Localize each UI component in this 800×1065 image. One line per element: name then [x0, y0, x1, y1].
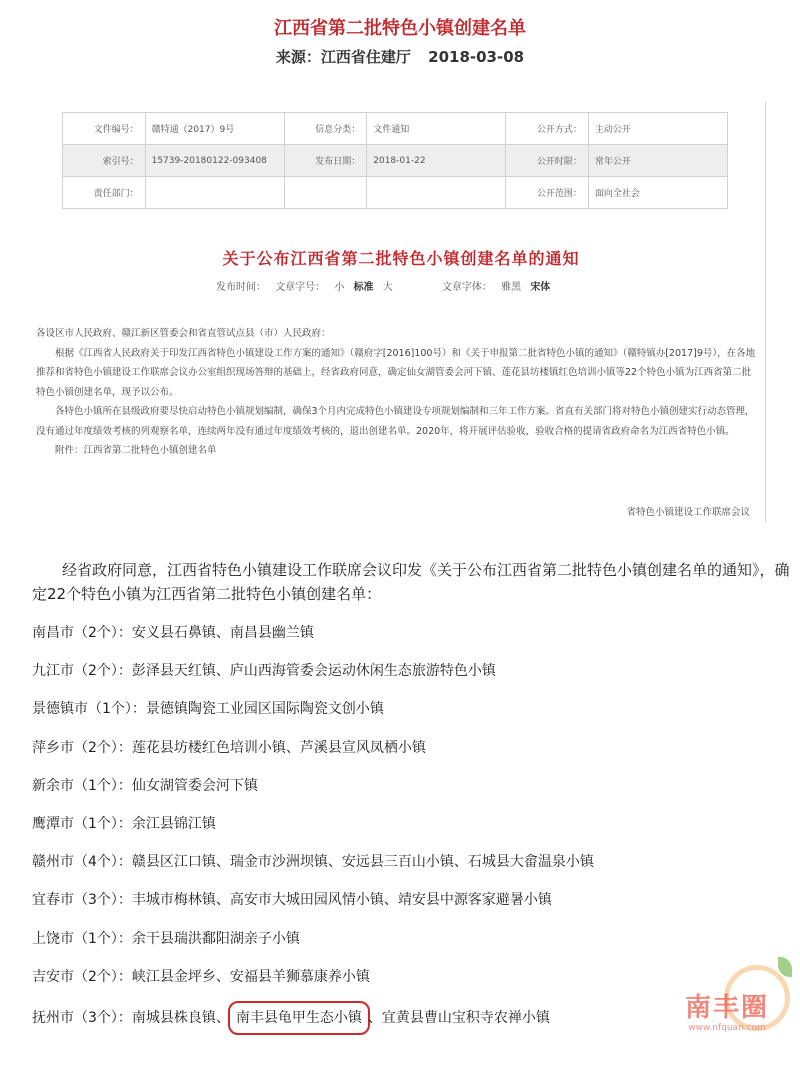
town-names: 景德镇陶瓷工业园区国际陶瓷文创小镇	[145, 701, 384, 718]
city-name: 鹰潭市	[32, 815, 74, 832]
font-size-label: 文章字号：	[275, 282, 326, 293]
town-count: （2个）：	[74, 968, 132, 985]
publish-date: 2018-03-08	[428, 48, 525, 66]
list-item	[32, 886, 792, 924]
town-names: 彭泽县天红镇、庐山西海管委会运动休闲生态旅游特色小镇	[131, 663, 496, 680]
town-count: （1个）：	[74, 777, 132, 794]
notice-meta-bar	[216, 278, 556, 293]
font-songti-link[interactable]: 宋体	[530, 282, 551, 293]
meta-key-cell: 发布日期：	[284, 145, 367, 177]
meta-value-cell: 赣特通（2017）9号	[145, 113, 284, 145]
town-count: （2个）：	[74, 625, 132, 641]
intro-paragraph: 经省政府同意，江西省特色小镇建设工作联席会议印发《关于公布江西省第二批特色小镇创建名单的通知》，确	[62, 561, 790, 579]
town-names: 余江县锦江镇	[131, 815, 216, 832]
meta-key-cell: 责任部门：	[63, 177, 146, 209]
meta-key-cell: 公开方式：	[506, 113, 589, 145]
notice-attachment: 附件：江西省第二批特色小镇创建名单	[55, 445, 217, 456]
city-name: 南昌市	[32, 625, 74, 641]
publish-time-label: 发布时间：	[216, 282, 266, 293]
page-title: 江西省第二批特色小镇创建名单	[274, 18, 526, 39]
town-names: 莲花县坊楼红色培训小镇、芦溪县宣风凤栖小镇	[131, 739, 426, 756]
city-name: 萍乡市	[32, 739, 74, 756]
city-name: 上饶市	[32, 930, 74, 947]
town-count: （3个）：	[74, 892, 132, 909]
notice-paragraph: 根据《江西省人民政府关于印发江西省特色小镇建设工作方案的通知》（赣府字[2016]100号）和《关于申报第二批省特色小镇的通知》（赣特镇办[2017]9号），在各地推荐和省特色小镇建设工作联席会议办公室组织现场答辩的基础上，经省政府同意，确定仙女湖管委会河下镇、莲花县坊楼镇红色培训小镇等22个特色小镇为江西省第二批特色小镇创建名单，现予以公布。	[36, 347, 756, 398]
town-names: 、宜黄县曹山宝积寺农禅小镇	[367, 1009, 550, 1026]
scan-divider	[765, 102, 766, 522]
meta-table-row	[63, 145, 728, 177]
town-count: （4个）：	[74, 854, 132, 871]
city-name: 赣州市	[32, 854, 74, 871]
highlighted-town: 南丰县龟甲生态小镇	[228, 1001, 370, 1035]
scanned-notice-image	[30, 100, 772, 532]
town-count: （1个）：	[74, 815, 132, 832]
font-size-standard-link[interactable]: 标准	[353, 282, 374, 293]
document-meta-table	[62, 112, 728, 209]
meta-key-cell: 文件编号：	[63, 113, 146, 145]
logo-url: www.nfquan.com	[688, 1023, 766, 1033]
town-names: 峡江县金坪乡、安福县羊狮慕康养小镇	[131, 968, 370, 985]
city-name: 景德镇市	[32, 701, 88, 718]
font-family-label: 文章字体：	[441, 282, 492, 293]
meta-value-cell: 常年公开	[588, 145, 727, 177]
town-names: 安义县石鼻镇、南昌县幽兰镇	[131, 625, 314, 641]
list-item	[32, 734, 792, 772]
town-names: 仙女湖管委会河下镇	[131, 777, 258, 794]
logo-text: 南丰圈	[684, 993, 769, 1023]
notice-title: 关于公布江西省第二批特色小镇创建名单的通知	[222, 249, 580, 268]
notice-salutation: 各设区市人民政府、赣江新区管委会和省直管试点县（市）人民政府：	[36, 328, 331, 339]
list-item	[32, 772, 792, 810]
town-names: 丰城市梅林镇、高安市大城田园风情小镇、靖安县中源客家避暑小镇	[131, 892, 552, 909]
meta-value-cell: 15739-20180122-093408	[145, 145, 284, 177]
town-count: （3个）：	[74, 1009, 132, 1026]
town-names: 赣县区江口镇、瑞金市沙洲坝镇、安远县三百山小镇、石城县大畲温泉小镇	[131, 854, 594, 871]
meta-value-cell	[145, 177, 284, 209]
town-count: （1个）：	[74, 930, 132, 947]
city-name: 宜春市	[32, 892, 74, 909]
town-count: （1个）：	[88, 701, 146, 718]
source-label: 来源：江西省住建厅	[275, 48, 411, 66]
notice-signature: 省特色小镇建设工作联席会议	[626, 507, 750, 518]
list-item	[32, 810, 792, 848]
meta-key-cell: 信息分类：	[284, 113, 367, 145]
font-yahei-link[interactable]: 雅黑	[501, 282, 522, 293]
meta-key-cell: 索引号：	[63, 145, 146, 177]
city-name: 九江市	[32, 663, 74, 680]
watermark-logo	[662, 957, 792, 1047]
source-line	[0, 46, 800, 67]
meta-key-cell: 公开时限：	[506, 145, 589, 177]
town-names: 南城县株良镇、	[131, 1009, 230, 1026]
intro-paragraph-continued: 定22个特色小镇为江西省第二批特色小镇创建名单：	[32, 585, 382, 603]
meta-value-cell: 面向全社会	[588, 177, 727, 209]
meta-key-cell	[284, 177, 367, 209]
town-count: （2个）：	[74, 739, 132, 756]
meta-value-cell: 2018-01-22	[367, 145, 506, 177]
list-item	[32, 657, 792, 695]
list-item	[32, 695, 792, 733]
meta-value-cell: 文件通知	[367, 113, 506, 145]
meta-value-cell: 主动公开	[588, 113, 727, 145]
city-name: 吉安市	[32, 968, 74, 985]
town-count: （2个）：	[74, 663, 132, 680]
font-size-small-link[interactable]: 小	[334, 282, 345, 293]
font-size-large-link[interactable]: 大	[382, 282, 393, 293]
notice-body	[36, 324, 760, 461]
city-name: 新余市	[32, 777, 74, 794]
list-item	[32, 619, 792, 657]
meta-table-row	[63, 113, 728, 145]
meta-key-cell: 公开范围：	[506, 177, 589, 209]
list-item	[32, 848, 792, 886]
notice-paragraph: 各特色小镇所在县级政府要尽快启动特色小镇规划编制，确保3个月内完成特色小镇建设专项规划编制和三年工作方案。省直有关部门将对特色小镇创建实行动态管理，没有通过年度绩效考核的列观察名单，连续两年没有通过年度绩效考核的，退出创建名单。2020年，将开展评估验收，验收合格的提请省政府命名为江西省特色小镇。	[36, 406, 755, 437]
meta-table-row	[63, 177, 728, 209]
meta-value-cell	[367, 177, 506, 209]
city-name: 抚州市	[32, 1009, 74, 1026]
town-names: 余干县瑞洪鄱阳湖亲子小镇	[131, 930, 300, 947]
